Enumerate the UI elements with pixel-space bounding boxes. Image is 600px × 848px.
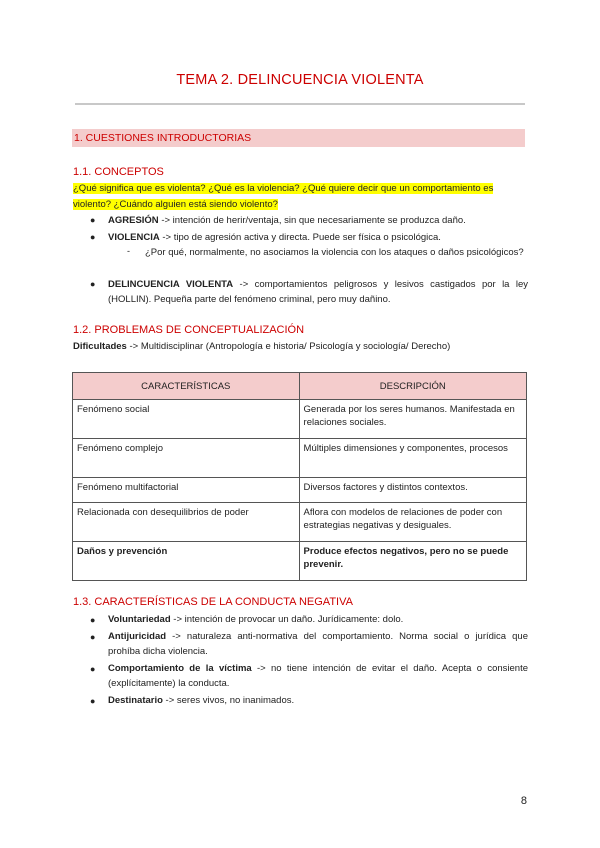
table-cell: Fenómeno multifactorial bbox=[73, 478, 300, 503]
term-text: -> intención de provocar un daño. Jurídicamente: dolo. bbox=[170, 614, 404, 625]
dificultades-line bbox=[73, 340, 528, 354]
table-row bbox=[73, 400, 527, 439]
concept-subitem: ¿Por qué, normalmente, no asociamos la violencia con los ataques o daños psicológicos? bbox=[145, 247, 524, 258]
table-row bbox=[73, 478, 527, 503]
subheading-caracteristicas: 1.3. CARACTERÍSTICAS DE LA CONDUCTA NEGATIVA bbox=[73, 596, 353, 608]
char-item-antijuricidad bbox=[108, 629, 528, 659]
term-label: DELINCUENCIA VIOLENTA bbox=[108, 279, 234, 290]
table-cell: Diversos factores y distintos contextos. bbox=[299, 478, 526, 503]
characteristics-table bbox=[72, 372, 527, 581]
term-text: -> tipo de agresión activa y directa. Puede ser física o psicológica. bbox=[159, 232, 441, 243]
table-header-cell: DESCRIPCIÓN bbox=[299, 373, 526, 400]
highlighted-question-2: violento? ¿Cuándo alguien está siendo violento? bbox=[73, 199, 278, 210]
bullet-icon: ● bbox=[90, 615, 96, 625]
term-label: Dificultades bbox=[73, 341, 127, 352]
term-text: -> Multidisciplinar (Antropología e historia/ Psicología y sociología/ Derecho) bbox=[126, 341, 451, 352]
subheading-problemas: 1.2. PROBLEMAS DE CONCEPTUALIZACIÓN bbox=[73, 324, 305, 336]
table-cell: Aflora con modelos de relaciones de poder con estrategias negativas y desiguales. bbox=[299, 503, 526, 542]
bullet-icon: ● bbox=[90, 632, 96, 642]
section-heading-1: 1. CUESTIONES INTRODUCTORIAS bbox=[72, 129, 525, 147]
bullet-icon: ● bbox=[90, 215, 96, 225]
bullet-icon: ● bbox=[90, 664, 96, 674]
table-cell: Generada por los seres humanos. Manifestada en relaciones sociales. bbox=[299, 400, 526, 439]
term-text: -> no tiene intención de evitar el daño. Acepta o consiente (explícitamente) la conducta. bbox=[108, 663, 528, 689]
term-label: Antijuricidad bbox=[108, 631, 167, 642]
table-header-row bbox=[73, 373, 527, 400]
char-item-victima bbox=[108, 661, 528, 691]
char-item-voluntariedad bbox=[108, 612, 528, 627]
bullet-icon: ● bbox=[90, 696, 96, 706]
term-label: Voluntariedad bbox=[108, 614, 171, 625]
page-title: TEMA 2. DELINCUENCIA VIOLENTA bbox=[176, 72, 424, 88]
table-cell: Fenómeno complejo bbox=[73, 439, 300, 478]
concept-item-agresion bbox=[108, 213, 528, 228]
table-row bbox=[73, 542, 527, 581]
page-number: 8 bbox=[520, 795, 527, 807]
bullet-icon: ● bbox=[90, 279, 96, 289]
table-row bbox=[73, 439, 527, 478]
question-line-2 bbox=[73, 198, 278, 212]
question-line-1 bbox=[73, 182, 528, 196]
term-text: -> naturaleza anti-normativa del comportamiento. Norma social o jurídica que prohíba dicha violencia. bbox=[108, 631, 528, 657]
dash-icon: - bbox=[127, 246, 130, 256]
table-cell: Fenómeno social bbox=[73, 400, 300, 439]
bullet-icon: ● bbox=[90, 232, 96, 242]
term-text: -> intención de herir/ventaja, sin que necesariamente se produzca daño. bbox=[158, 215, 466, 226]
highlighted-question-1: ¿Qué significa que es violenta? ¿Qué es la violencia? ¿Qué quiere decir que un comportamiento es bbox=[73, 183, 494, 194]
char-item-destinatario bbox=[108, 693, 528, 708]
term-label: Destinatario bbox=[108, 695, 163, 706]
concept-item-delincuencia bbox=[108, 277, 528, 307]
table-header-cell: CARACTERÍSTICAS bbox=[73, 373, 300, 400]
title-divider bbox=[75, 103, 525, 105]
term-text: -> comportamientos peligrosos y lesivos castigados por la ley (HOLLIN). Pequeña parte del fenómeno criminal, pero muy dañino. bbox=[108, 279, 528, 305]
term-label: AGRESIÓN bbox=[108, 215, 159, 226]
table-cell: Múltiples dimensiones y componentes, procesos bbox=[299, 439, 526, 478]
term-text: -> seres vivos, no inanimados. bbox=[162, 695, 295, 706]
term-label: Comportamiento de la víctima bbox=[108, 663, 252, 674]
term-label: VIOLENCIA bbox=[108, 232, 160, 243]
table-row bbox=[73, 503, 527, 542]
subheading-conceptos: 1.1. CONCEPTOS bbox=[73, 166, 164, 178]
table-cell: Daños y prevención bbox=[73, 542, 300, 581]
table-cell: Produce efectos negativos, pero no se puede prevenir. bbox=[299, 542, 526, 581]
table-cell: Relacionada con desequilibrios de poder bbox=[73, 503, 300, 542]
concept-item-violencia bbox=[108, 230, 528, 245]
